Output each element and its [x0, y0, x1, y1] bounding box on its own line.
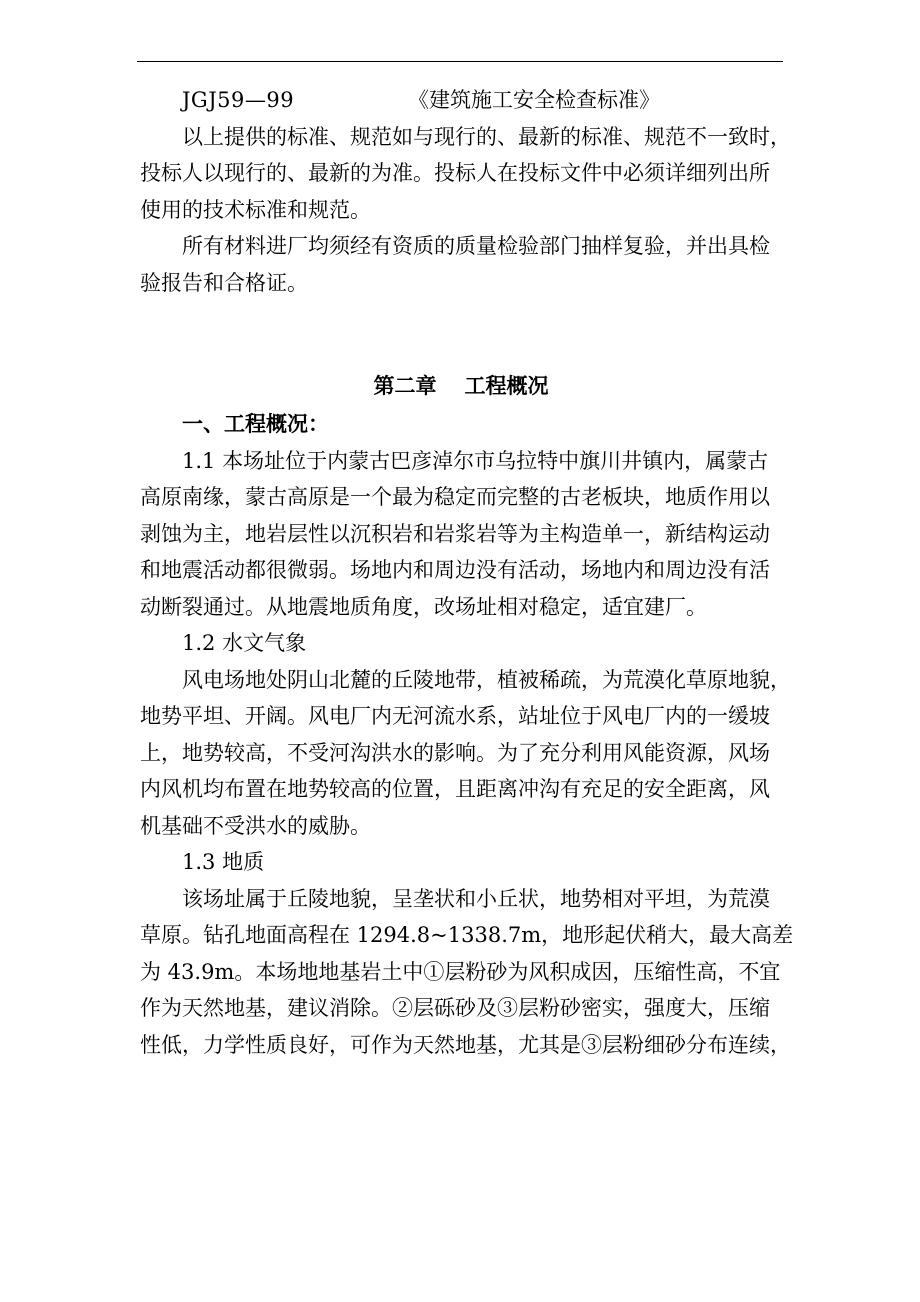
chapter-number: 第二章 [373, 373, 437, 398]
paragraph-line: 高原南缘，蒙古高原是一个最为稳定而完整的古老板块，地质作用以 [140, 485, 770, 509]
subsection-heading-1-2: 1.2 水文气象 [182, 631, 307, 655]
paragraph-line: 草原。钻孔地面高程在 1294.8~1338.7m，地形起伏稍大，最大高差 [140, 923, 794, 947]
paragraph-line: 性低，力学性质良好，可作为天然地基，尤其是③层粉细砂分布连续， [140, 1032, 791, 1057]
paragraph-line: 1.1 本场址位于内蒙古巴彦淖尔市乌拉特中旗川井镇内，属蒙古 [182, 448, 769, 473]
paragraph-line: 作为天然地基，建议消除。②层砾砂及③层粉砂密实，强度大，压缩 [140, 996, 770, 1020]
paragraph-line: 为 43.9m。本场地地基岩土中①层粉砂为风积成因，压缩性高，不宜 [140, 959, 781, 984]
intro-paragraph-2 [140, 228, 782, 301]
standard-code: JGJ59—99 [182, 88, 295, 112]
standard-reference [140, 82, 782, 119]
paragraph-line: 上，地势较高，不受河沟洪水的影响。为了充分利用风能资源，风场 [140, 740, 770, 765]
chapter-title: 工程概况 [464, 373, 549, 398]
paragraph-line: 和地震活动都很微弱。场地内和周边没有活动，场地内和周边没有活 [140, 558, 770, 582]
paragraph-line: 验报告和合格证。 [140, 270, 308, 295]
paragraph-line: 所有材料进厂均须经有资质的质量检验部门抽样复验，并出具检 [182, 234, 770, 258]
chapter-heading [140, 366, 782, 406]
intro-paragraph-1 [140, 119, 791, 229]
paragraph-line: 机基础不受洪水的威胁。 [140, 813, 371, 838]
subsection-1-1 [140, 443, 782, 626]
paragraph-line: 以上提供的标准、规范如与现行的、最新的标准、规范不一致时， [182, 124, 791, 149]
paragraph-line: 该场址属于丘陵地貌，呈垄状和小丘状，地势相对平坦，为荒漠 [182, 886, 770, 911]
subsection-1-2 [140, 662, 791, 845]
paragraph-line: 投标人以现行的、最新的为准。投标人在投标文件中必须详细列出所 [140, 161, 770, 185]
paragraph-line: 使用的技术标准和规范。 [140, 197, 371, 222]
paragraph-line: 动断裂通过。从地震地质角度，改场址相对稳定，适宜建厂。 [140, 594, 707, 619]
standard-title: 《建筑施工安全检查标准》 [408, 88, 660, 112]
paragraph-line: 地势平坦、开阔。风电厂内无河流水系，站址位于风电厂内的一缓坡 [140, 704, 770, 728]
paragraph-line: 风电场地处阴山北麓的丘陵地带，植被稀疏，为荒漠化草原地貌， [182, 667, 791, 692]
header-rule [137, 61, 783, 62]
subsection-heading-1-3: 1.3 地质 [182, 850, 265, 874]
paragraph-line: 剥蚀为主，地岩层性以沉积岩和岩浆岩等为主构造单一，新结构运动 [140, 521, 770, 546]
section-heading: 一、工程概况： [182, 411, 329, 436]
section-spacer [140, 301, 782, 366]
subsection-1-3 [140, 881, 794, 1064]
document-body [140, 82, 794, 1063]
paragraph-line: 内风机均布置在地势较高的位置，且距离冲沟有充足的安全距离，风 [140, 777, 770, 801]
